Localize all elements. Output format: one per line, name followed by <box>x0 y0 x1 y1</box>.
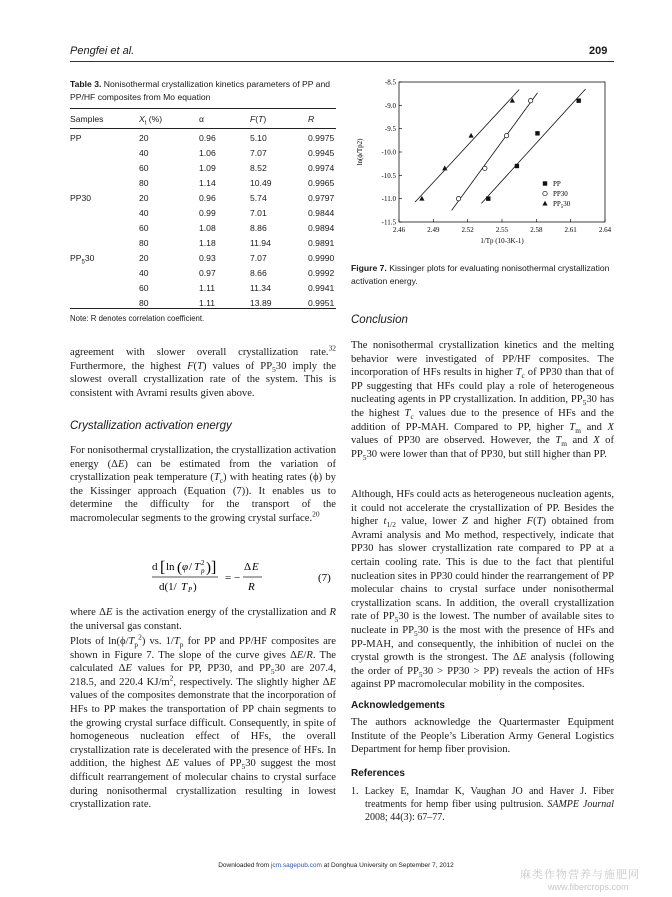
table-caption <box>70 78 335 103</box>
table-sample-label: $PP_530$ <box>70 253 95 266</box>
equation-kissinger <box>150 555 336 599</box>
equation-number: (7) <box>318 572 331 584</box>
reference-1: 1. Lackey E, Inamdar K, Vaughan JO and Haver J. Fiber treatments for hemp fiber using pultrusion. SAMPE Journal 2008; 44(3): 67–77. <box>351 786 614 823</box>
legend-entry: PP <box>553 180 561 188</box>
svg-text:E: E <box>252 561 259 573</box>
table-cell: 0.9891 <box>308 238 335 248</box>
svg-text:(: ( <box>177 560 182 576</box>
legend-entry: $PP_530$ <box>553 200 571 210</box>
y-tick-label: -11.5 <box>381 218 396 227</box>
svg-text:): ) <box>193 581 197 593</box>
table-cell: 80 <box>139 238 149 248</box>
svg-text:): ) <box>206 560 211 576</box>
y-tick-label: -8.5 <box>384 78 396 87</box>
fit-line <box>415 90 519 203</box>
table-sample-label: PP <box>70 133 82 143</box>
data-point-circle <box>456 196 460 200</box>
table-cell: 0.9941 <box>308 283 335 293</box>
watermark-chinese: 麻类作物营养与施肥网 <box>520 869 640 881</box>
table-note: Note: R denotes correlation coefficient. <box>70 314 205 323</box>
y-tick-label: -11.0 <box>381 195 396 204</box>
footer-prefix: Downloaded from <box>218 862 271 869</box>
svg-text:d(1/: d(1/ <box>159 581 177 593</box>
table-cell: 1.09 <box>199 163 216 173</box>
y-tick-label: -10.5 <box>381 171 396 180</box>
data-point-square <box>543 181 547 185</box>
table-sample-label: PP30 <box>70 193 92 203</box>
legend-entry: PP30 <box>553 190 568 198</box>
svg-text:T: T <box>181 581 188 593</box>
svg-text:P: P <box>188 586 193 594</box>
svg-text:]: ] <box>211 559 217 576</box>
y-tick-label: -9.5 <box>384 125 396 134</box>
table-cell: 80 <box>139 298 149 308</box>
data-point-square <box>486 196 490 200</box>
data-point-circle <box>504 133 508 137</box>
data-point-triangle <box>542 201 547 206</box>
figure-caption <box>351 262 613 287</box>
svg-text:2: 2 <box>201 559 205 567</box>
table-cell: 13.89 <box>250 298 272 308</box>
table-cell: 0.9974 <box>308 163 335 173</box>
svg-text:T: T <box>194 561 201 573</box>
figure-7 <box>349 76 614 252</box>
data-point-square <box>535 131 539 135</box>
footer-link[interactable]: jcm.sagepub.com <box>270 862 322 869</box>
y-tick-label: -10.0 <box>381 148 396 157</box>
y-tick-label: -9.0 <box>384 101 396 110</box>
section-heading-references: References <box>351 768 405 779</box>
x-axis-label: 1/Tp (10-3K-1) <box>480 237 524 245</box>
table-cell: 5.10 <box>250 133 267 143</box>
table-cell: 20 <box>139 253 149 263</box>
table-cell: 20 <box>139 193 149 203</box>
table-cell: 1.11 <box>199 298 216 308</box>
table-cell: 1.11 <box>199 283 216 293</box>
table-cell: 11.94 <box>250 238 271 248</box>
kissinger-plot <box>349 76 614 252</box>
table-cell: 0.9797 <box>308 193 335 203</box>
y-axis-label: ln(ϕ/Tp2) <box>356 138 364 166</box>
data-point-circle <box>483 166 487 170</box>
paragraph-where: where ΔE is the activation energy of the crystallization and R the universal gas constant. <box>70 607 336 632</box>
table-cell: 11.34 <box>250 283 271 293</box>
table-caption-label: Table 3. <box>70 79 102 89</box>
table-cell: 0.9945 <box>308 148 335 158</box>
table-cell: 0.9975 <box>308 133 335 143</box>
table-cell: 7.07 <box>250 253 267 263</box>
svg-text:ln: ln <box>166 561 175 573</box>
section-heading-activation-energy: Crystallization activation energy <box>70 420 232 432</box>
table-header-cell: $X_t$ (%) <box>139 114 163 127</box>
x-tick-label: 2.58 <box>530 226 543 234</box>
table-cell: 0.9990 <box>308 253 335 263</box>
paragraph-acknowledgements: The authors acknowledge the Quartermaster Equipment Institute of the People’s Liberation Army General Logistics Department for hemp fiber provision. <box>351 717 614 756</box>
table-cell: 7.07 <box>250 148 267 158</box>
section-heading-conclusion: Conclusion <box>351 314 408 326</box>
table-cell: 40 <box>139 148 149 158</box>
table-cell: 0.9992 <box>308 268 335 278</box>
table-cell: 60 <box>139 223 149 233</box>
table-cell: 40 <box>139 268 149 278</box>
table-cell: 0.9844 <box>308 208 335 218</box>
table-header-cell: F(T) <box>250 114 267 124</box>
table-header-rule <box>70 128 336 129</box>
data-point-square <box>515 164 519 168</box>
svg-text:p: p <box>201 567 205 575</box>
table-cell: 10.49 <box>250 178 272 188</box>
table-cell: 80 <box>139 178 149 188</box>
fit-line <box>452 93 538 211</box>
table-cell: 0.96 <box>199 133 216 143</box>
paragraph-conclusion-2: Although, HFs could acts as heterogeneous nucleation agents, it could not accelerate the crystallization of PP. Besides the higher $t_{1/2}$ value, lower Z and higher F(T) obtained from Avrami analysis and Mo method, respectively, indicate that PP30 has slower crystallization rate compared to PP at a certain cooling rate. This is due to the fact that plentiful nucleation sites in PP30 could hinder the rearrangement of PP molecular chains to crystal surface under nonisothermal crystallization scans. In addition, the overall crystallization rate of $PP_530$ is the lowest. The number of available sites to nucleate in $PP_530$ is the most with the presence of HFs and PP-MAH, and consequently, the inhibition of nuclei on the crystal growth is the strongest. The ΔE analysis (following the order of $PP_530 > PP30 > PP$) reveals the action of HFs against PP macromolecular mobility in the composites. <box>351 489 615 691</box>
section-heading-acknowledgements: Acknowledgements <box>351 700 445 711</box>
header-rule <box>70 61 614 62</box>
table-cell: 0.97 <box>199 268 216 278</box>
x-tick-label: 2.55 <box>495 226 509 234</box>
data-point-square <box>576 98 580 102</box>
table-cell: 0.9951 <box>308 298 335 308</box>
table-cell: 8.52 <box>250 163 267 173</box>
table-header-cell: R <box>308 114 315 124</box>
paragraph-agreement: agreement with slower overall crystallization rate.$^{32}$ Furthermore, the highest F(T) values of $PP_530$ imply the slowest overall crystallization rate of the system. This is consistent with Avrami results given above. <box>70 343 336 399</box>
svg-text:= −: = − <box>225 572 241 584</box>
table-cell: 1.14 <box>199 178 216 188</box>
plot-frame <box>399 82 605 222</box>
watermark-url: www.fibercrops.com <box>548 882 629 892</box>
paragraph-kissinger-intro: For nonisothermal crystallization, the crystallization activation energy (ΔE) can be estimated from the variation of crystallization peak temperature $(T_c)$ with heating rates (ϕ) by the Kissinger approach (Equation (7)). It enables us to determine the difficulty for the transport of the macromolecular segments to the growing crystal surface.$^{20}$ <box>70 445 336 524</box>
x-tick-label: 2.61 <box>564 226 577 234</box>
equation-graphic <box>150 555 336 599</box>
x-tick-label: 2.52 <box>461 226 474 234</box>
table-cell: 0.96 <box>199 193 216 203</box>
svg-text:Δ: Δ <box>244 561 252 573</box>
table-cell: 40 <box>139 208 149 218</box>
table-cell: 1.08 <box>199 223 216 233</box>
table-cell: 0.93 <box>199 253 216 263</box>
data-point-circle <box>543 191 547 195</box>
paragraph-conclusion-1: The nonisothermal crystallization kinetics and the melting behavior were investigated of PP/HF composites. The incorporation of HFs results in higher $T_c$ of PP30 than that of PP suggesting that HFs could play a role of heterogeneous nucleating agents in PP crystallization. In addition, $PP_530$ has the highest $T_c$ values due to the presence of HFs and the addition of PP-MAH. Compared to PP, higher $T_m$ and X values of PP30 are observed. However, the $T_m$ and X of $PP_530$ were lower than that of PP30, but still higher than PP. <box>351 340 615 462</box>
table-cell: 1.06 <box>199 148 216 158</box>
table-cell: 1.18 <box>199 238 216 248</box>
x-tick-label: 2.49 <box>427 226 440 234</box>
table-cell: 60 <box>139 283 149 293</box>
data-point-circle <box>528 98 532 102</box>
table-cell: 0.9894 <box>308 223 335 233</box>
data-point-triangle <box>469 133 474 138</box>
svg-text:φ: φ <box>182 561 189 573</box>
figure-caption-label: Figure 7. <box>351 263 387 273</box>
fit-line <box>481 89 585 203</box>
table-cell: 7.01 <box>250 208 267 218</box>
table-cell: 5.74 <box>250 193 267 203</box>
paragraph-kissinger-results: Plots of $\ln(\phi/T_p^2)$ vs. $1/T_p$ for PP and PP/HF composites are shown in Figure 7. The slope of the curve gives ΔE/R. The calculated ΔE values for PP, PP30, and $PP_530$ are 207.4, 218.5, and 220.4 $KJ/m^2$, respectively. The slightly higher ΔE values of the composites demonstrate that the incorporation of HFs to PP makes the transportation of PP chain segments to the growing crystal surface difficult. Consequently, in spite of homogeneous nucleation effect of HFs, the overall crystallization rate is decelerated with the presence of HFs. In addition, the highest ΔE values of $PP_530$ suggest the most difficult rearrangement of molecular chains to crystal surface during nonisothermal crystallization resulting in lowest crystallization rate. <box>70 632 337 811</box>
table-cell: 8.86 <box>250 223 267 233</box>
x-tick-label: 2.46 <box>392 226 406 234</box>
x-tick-label: 2.64 <box>598 226 612 234</box>
table-cell: 8.66 <box>250 268 267 278</box>
svg-text:/: / <box>189 561 193 573</box>
running-head-author: Pengfei et al. <box>70 45 135 57</box>
table-cell: 0.99 <box>199 208 216 218</box>
page-number: 209 <box>589 45 608 57</box>
table-cell: 0.9965 <box>308 178 335 188</box>
svg-text:d: d <box>152 561 158 573</box>
table-bottom-rule <box>70 308 336 309</box>
svg-text:R: R <box>248 581 255 593</box>
table-cell: 20 <box>139 133 149 143</box>
table-header-cell: α <box>199 114 204 124</box>
svg-text:[: [ <box>160 559 166 576</box>
footer-suffix: at Donghua University on September 7, 2012 <box>321 862 454 869</box>
table-header-cell: Samples <box>70 114 104 124</box>
figure-caption-text: Kissinger plots for evaluating nonisothermal crystallization activation energy. <box>351 263 610 286</box>
table-cell: 60 <box>139 163 149 173</box>
table-top-rule <box>70 108 336 109</box>
table-caption-text: Nonisothermal crystallization kinetics parameters of PP and PP/HF composites from Mo equation <box>70 79 331 102</box>
